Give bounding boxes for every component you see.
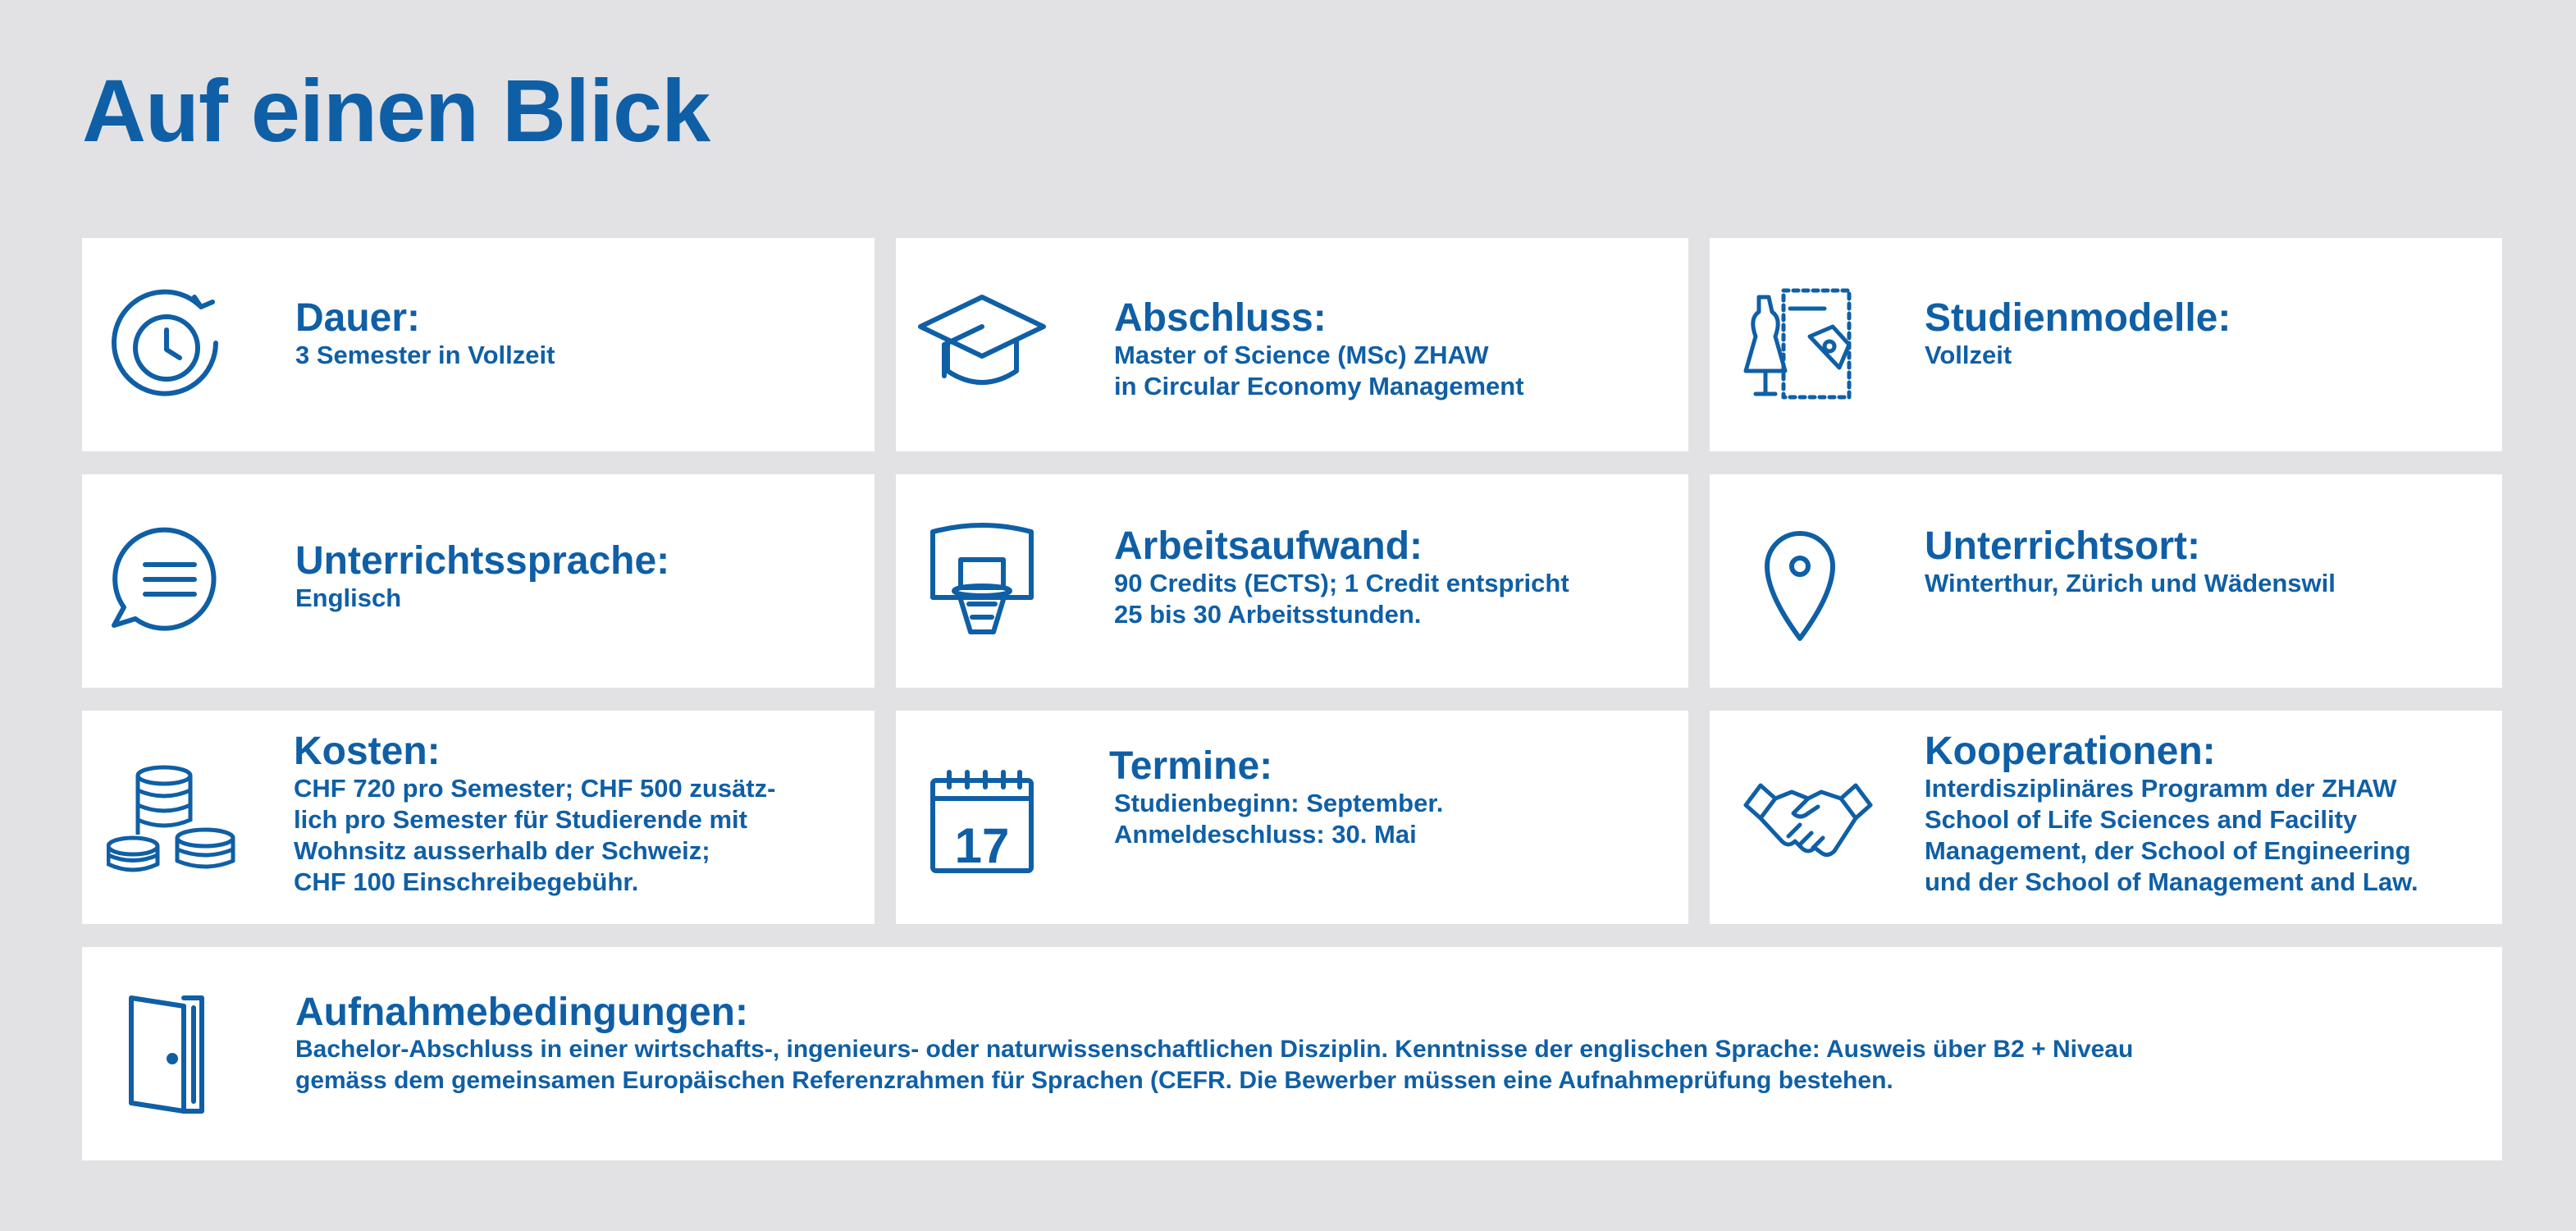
card-kooperationen: [1710, 711, 2502, 924]
clock-icon: [103, 279, 234, 410]
location-pin-icon: [1734, 515, 1866, 647]
handshake-icon: [1742, 756, 1874, 887]
card-studienmodelle: [1710, 238, 2502, 451]
card-arbeitsaufwand: [896, 474, 1688, 688]
design-tools-icon: [1734, 279, 1866, 410]
card-termine: [896, 711, 1688, 924]
unterrichtsort-label: Unterrichtsort:: [1925, 524, 2201, 568]
speech-bubble-icon: [103, 515, 234, 647]
studienmodelle-text: Vollzeit: [1925, 341, 2012, 369]
kooperationen-text: Interdisziplinäres Programm der ZHAW School of Life Sciences and Facility Management, der School of Engineering und der School of Management and Law.: [1925, 774, 2418, 896]
card-dauer: [82, 238, 875, 451]
kosten-text: CHF 720 pro Semester; CHF 500 zusätz- lich pro Semester für Studierende mit Wohnsitz ausserhalb der Schweiz; CHF 100 Einschreibegebühr.: [294, 774, 776, 896]
dauer-label: Dauer:: [295, 296, 421, 340]
arbeitsaufwand-text: 90 Credits (ECTS); 1 Credit entspricht 25 bis 30 Arbeitsstunden.: [1114, 569, 1569, 629]
card-aufnahmebedingungen: [82, 947, 2502, 1160]
card-unterrichtsort: [1710, 474, 2502, 688]
aufnahmebedingungen-text: Bachelor-Abschluss in einer wirtschafts-, ingenieurs- oder naturwissenschaftlichen Disziplin. Kenntnisse der englischen Sprache: Ausweis über B2 + Niveau gemäss dem gemeinsamen Europäischen Referenzrahmen für Sprachen (CEFR. Die Bewerber müssen eine Aufnahmeprüfung bestehen.: [295, 1036, 2134, 1094]
studienmodelle-label: Studienmodelle:: [1925, 296, 2231, 340]
abschluss-label: Abschluss:: [1114, 296, 1327, 340]
coin-stack-icon: [107, 756, 238, 887]
unterrichtssprache-text: Englisch: [295, 583, 402, 612]
basketball-hoop-icon: [916, 515, 1048, 647]
unterrichtssprache-label: Unterrichtssprache:: [295, 539, 670, 583]
kosten-label: Kosten:: [294, 730, 441, 773]
card-abschluss: [896, 238, 1688, 451]
aufnahmebedingungen-label: Aufnahmebedingungen:: [295, 991, 748, 1034]
kooperationen-label: Kooperationen:: [1925, 730, 2216, 773]
arbeitsaufwand-label: Arbeitsaufwand:: [1114, 524, 1423, 568]
unterrichtsort-text: Winterthur, Zürich und Wädenswil: [1925, 569, 2336, 597]
dauer-text: 3 Semester in Vollzeit: [295, 341, 555, 369]
card-kosten: [82, 711, 875, 924]
calendar-day: 17: [954, 818, 1010, 873]
card-unterrichtssprache: [82, 474, 875, 688]
termine-text: Studienbeginn: September. Anmeldeschluss: 30. Mai: [1114, 789, 1444, 849]
termine-label: Termine:: [1109, 744, 1273, 788]
abschluss-text: Master of Science (MSc) ZHAW in Circular Economy Management: [1114, 341, 1524, 400]
page-title: Auf einen Blick: [82, 61, 710, 160]
door-icon: [115, 988, 246, 1119]
graduation-cap-icon: [916, 279, 1048, 410]
